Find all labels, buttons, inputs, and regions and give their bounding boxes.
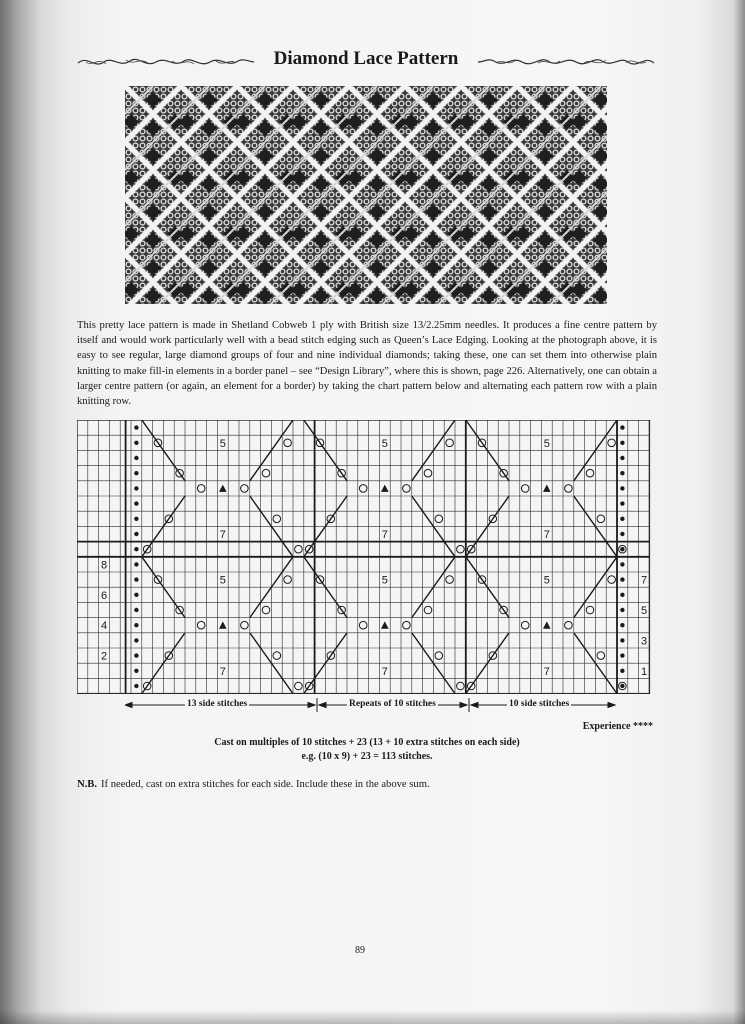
chart-bead (620, 501, 624, 505)
page-title: Diamond Lace Pattern (273, 48, 459, 69)
chart-bead (620, 669, 624, 673)
chart-bead (620, 562, 624, 566)
chart-bead (620, 593, 624, 597)
row-number-right: 7 (640, 574, 648, 587)
lace-chart (77, 420, 655, 699)
chart-bead (134, 653, 138, 657)
label-repeat-stitches: Repeats of 10 stitches (349, 699, 436, 709)
stitch-count-glyph: 7 (219, 529, 226, 541)
intro-paragraph: This pretty lace pattern is made in Shetland Cobweb 1 ply with British size 13/2.25mm needles. It produces a fine centre pattern by itself and would work particularly well with a bead stitch edging such as Queen’s Lace Edging. Looking at the photograph above, it is easy to see regular, large diamond groups of four and nine individual diamonds; taking these, one can set them into otherwise plain knitting to make fill-in elements in a border panel – see “Design Library”, where this is shown, page 226. Alternatively, one can obtain a larger centre pattern (or again, an element for a border) by taking the chart pattern below and alternating each pattern row with a plain knitting row. (77, 320, 657, 408)
chart-bead (620, 471, 624, 475)
chart-bead (620, 608, 624, 612)
stitch-count-glyph: 5 (219, 574, 226, 587)
chart-bead (134, 562, 138, 566)
stitch-count-glyph: 5 (543, 437, 550, 450)
row-number-left: 2 (100, 650, 108, 663)
stitch-count-glyph: 5 (381, 574, 388, 587)
row-number-left: 6 (100, 589, 108, 602)
chart-bead (134, 456, 138, 460)
row-number-left: 8 (100, 559, 108, 572)
chart-bead (620, 684, 624, 688)
chart-bead (134, 501, 138, 505)
chart-bead (134, 547, 138, 551)
page-heading (76, 44, 656, 80)
chart-bead (134, 638, 138, 642)
cast-on-example: e.g. (10 x 9) + 23 = 113 stitches. (301, 751, 433, 762)
stitch-count-glyph: 7 (381, 665, 388, 678)
chart-bead (620, 517, 624, 521)
row-number-right: 1 (640, 665, 648, 678)
stitch-count-glyph: 7 (381, 529, 388, 541)
chart-bead (620, 638, 624, 642)
stitch-count-glyph: 7 (543, 529, 550, 541)
chart-bead (620, 425, 624, 429)
chart-bead (134, 425, 138, 429)
chart-bead (620, 623, 624, 627)
row-number-right: 3 (640, 635, 648, 648)
chart-bead (620, 547, 624, 551)
chart-bead (620, 486, 624, 490)
stitch-count-labels (125, 698, 655, 712)
chart-bead (134, 517, 138, 521)
chart-bead (620, 532, 624, 536)
stitch-count-glyph: 5 (381, 437, 388, 450)
right-flourish-ornament (476, 53, 656, 71)
chart-bead (620, 456, 624, 460)
chart-bead (620, 653, 624, 657)
chart-bead (134, 471, 138, 475)
chart-bead (134, 593, 138, 597)
row-number-right: 5 (640, 605, 648, 617)
stitch-count-glyph: 7 (543, 665, 550, 678)
label-left-side-stitches: 13 side stitches (187, 699, 248, 709)
chart-bead (134, 623, 138, 627)
label-right-side-stitches: 10 side stitches (509, 699, 570, 709)
chart-bead (134, 532, 138, 536)
chart-bead (134, 669, 138, 673)
chart-bead (134, 441, 138, 445)
chart-bead (134, 486, 138, 490)
nb-label: N.B. (77, 779, 98, 790)
lace-photograph (125, 86, 607, 304)
row-number-left: 4 (100, 620, 108, 633)
experience-rating: Experience **** (582, 721, 653, 732)
chart-bead (134, 577, 138, 581)
chart-bead (620, 441, 624, 445)
stitch-count-glyph: 7 (219, 665, 226, 678)
chart-grid (77, 420, 655, 694)
stitch-count-glyph: 5 (219, 437, 226, 450)
chart-bead (134, 684, 138, 688)
page-number: 89 (355, 945, 365, 956)
page-bottom-shadow (0, 1010, 745, 1024)
chart-bead (620, 577, 624, 581)
cast-on-instruction: Cast on multiples of 10 stitches + 23 (13 + 10 extra stitches on each side) (214, 737, 520, 748)
nb-text: If needed, cast on extra stitches for each side. Include these in the above sum. (101, 779, 430, 790)
chart-bead (134, 608, 138, 612)
nota-bene-note (77, 779, 430, 790)
stitch-count-glyph: 5 (543, 574, 550, 587)
